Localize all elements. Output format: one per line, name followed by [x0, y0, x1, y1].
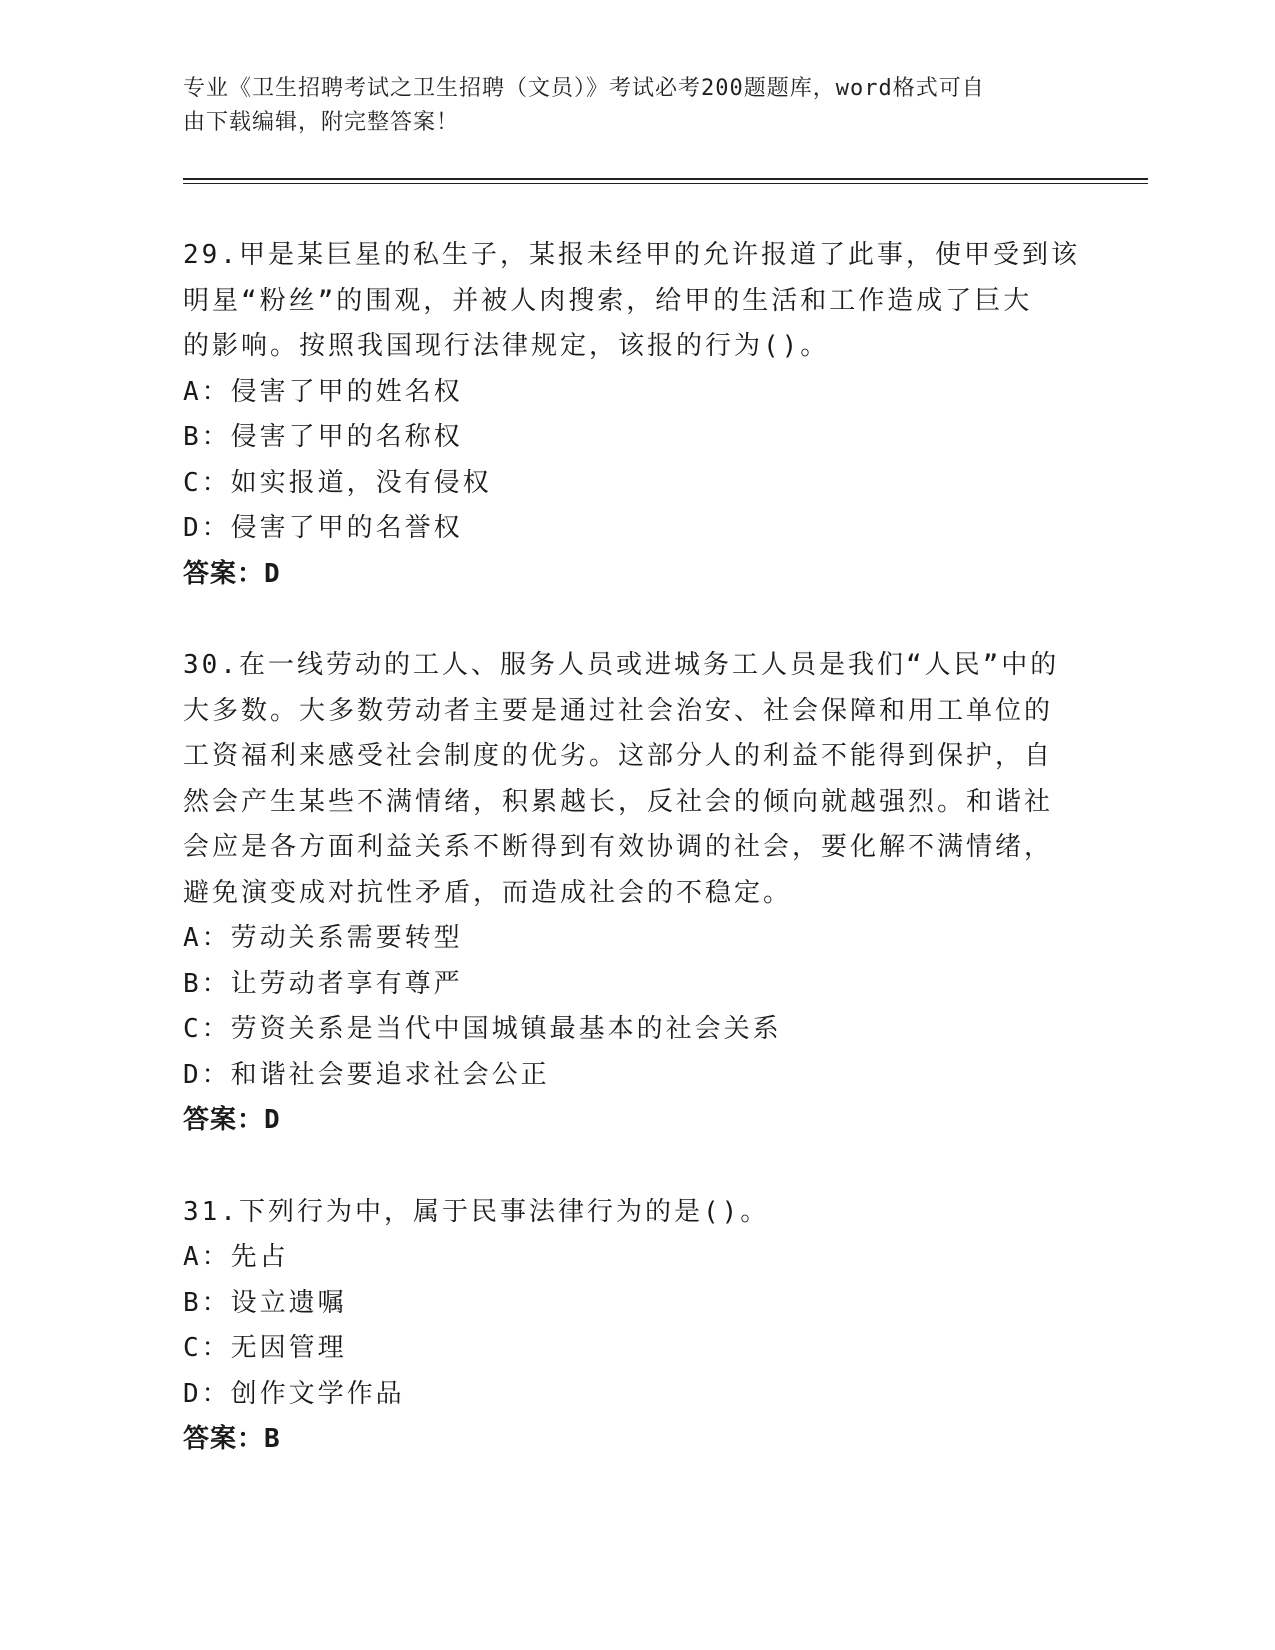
question-stem-line: 大多数。大多数劳动者主要是通过社会治安、社会保障和用工单位的: [183, 695, 1054, 726]
answer-label: 答案：D: [183, 558, 281, 589]
option-list: [183, 1235, 1083, 1417]
option-d: D：侵害了甲的名誉权: [183, 513, 463, 543]
question-stem-line: 避免演变成对抗性矛盾，而造成社会的不稳定。: [183, 877, 793, 908]
option-a: A：侵害了甲的姓名权: [183, 376, 463, 407]
question-stem-line: 30.在一线劳动的工人、服务人员或进城务工人员是我们“人民”中的: [183, 650, 1060, 680]
question-stem-line: 工资福利来感受社会制度的优劣。这部分人的利益不能得到保护，自: [183, 741, 1054, 771]
question-stem-line: 会应是各方面利益关系不断得到有效协调的社会，要化解不满情绪，: [183, 832, 1054, 862]
option-c: C：如实报道，没有侵权: [183, 467, 492, 498]
option-d: D：和谐社会要追求社会公正: [183, 1059, 550, 1090]
option-c: C：无因管理: [183, 1333, 347, 1363]
option-c: C：劳资关系是当代中国城镇最基本的社会关系: [183, 1014, 782, 1044]
option-list: [183, 370, 1083, 552]
option-b: B：侵害了甲的名称权: [183, 422, 463, 452]
answer-label: 答案：D: [183, 1105, 281, 1135]
answer-label: 答案：B: [183, 1424, 281, 1454]
question-29: [183, 233, 1083, 597]
question-stem-line: 29.甲是某巨星的私生子，某报未经甲的允许报道了此事，使甲受到该: [183, 240, 1080, 270]
header-line-1: 专业《卫生招聘考试之卫生招聘（文员）》考试必考200题题库，word格式可自: [183, 76, 985, 101]
question-stem-line: 31.下列行为中，属于民事法律行为的是()。: [183, 1196, 770, 1227]
question-30: [183, 643, 1083, 1144]
header-divider-thick: [183, 178, 1148, 180]
header-line-2: 由下载编辑，附完整答案！: [183, 110, 460, 135]
option-b: B：让劳动者享有尊严: [183, 968, 463, 999]
header-divider-thin: [183, 183, 1148, 184]
question-stem-line: 然会产生某些不满情绪，积累越长，反社会的倾向就越强烈。和谐社: [183, 786, 1054, 817]
document-header: [183, 72, 1063, 140]
option-d: D：创作文学作品: [183, 1378, 405, 1409]
question-31: [183, 1190, 1083, 1463]
option-a: A：劳动关系需要转型: [183, 923, 463, 953]
option-list: [183, 916, 1083, 1098]
question-list: [183, 233, 1083, 1509]
option-a: A：先占: [183, 1242, 289, 1272]
question-stem-line: 明星“粉丝”的围观，并被人肉搜索，给甲的生活和工作造成了巨大: [183, 285, 1033, 316]
option-b: B：设立遗嘱: [183, 1287, 347, 1318]
question-stem-line: 的影响。按照我国现行法律规定，该报的行为()。: [183, 331, 830, 361]
